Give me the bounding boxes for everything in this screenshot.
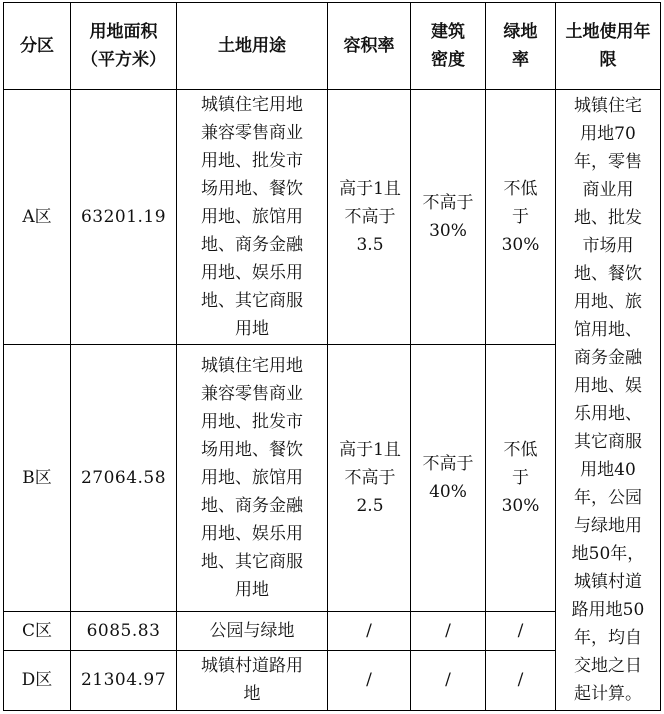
use-cell: 城镇村道路用地 — [177, 650, 328, 710]
zone-cell: B区 — [4, 345, 71, 611]
far-cell: / — [328, 611, 411, 650]
area-cell: 6085.83 — [71, 611, 177, 650]
header-term: 土地使用年限 — [556, 3, 661, 90]
far-cell: / — [328, 650, 411, 710]
green-cell: / — [486, 650, 556, 710]
far-cell: 高于1且不高于3.5 — [328, 90, 411, 345]
land-use-table — [3, 2, 661, 711]
table-row — [4, 90, 661, 345]
far-cell: 高于1且不高于2.5 — [328, 345, 411, 611]
header-green: 绿地率 — [486, 3, 556, 90]
green-cell: 不低于30% — [486, 90, 556, 345]
zone-cell: D区 — [4, 650, 71, 710]
zone-cell: A区 — [4, 90, 71, 345]
area-cell: 27064.58 — [71, 345, 177, 611]
density-cell: / — [411, 650, 486, 710]
header-area: 用地面积（平方米） — [71, 3, 177, 90]
header-far: 容积率 — [328, 3, 411, 90]
header-use: 土地用途 — [177, 3, 328, 90]
use-cell: 公园与绿地 — [177, 611, 328, 650]
green-cell: 不低于30% — [486, 345, 556, 611]
use-cell: 城镇住宅用地兼容零售商业用地、批发市场用地、餐饮用地、旅馆用地、商务金融用地、娱乐用地、其它商服用地 — [177, 90, 328, 345]
area-cell: 63201.19 — [71, 90, 177, 345]
term-cell: 城镇住宅用地70年，零售商业用地、批发市场用地、餐饮用地、旅馆用地、商务金融用地、娱乐用地、其它商服用地40年，公园与绿地用地50年，城镇村道路用地50年，均自交地之日起计算。 — [556, 90, 661, 711]
header-density: 建筑密度 — [411, 3, 486, 90]
density-cell: / — [411, 611, 486, 650]
header-zone: 分区 — [4, 3, 71, 90]
use-cell: 城镇住宅用地兼容零售商业用地、批发市场用地、餐饮用地、旅馆用地、商务金融用地、娱乐用地、其它商服用地 — [177, 345, 328, 611]
density-cell: 不高于40% — [411, 345, 486, 611]
green-cell: / — [486, 611, 556, 650]
zone-cell: C区 — [4, 611, 71, 650]
header-row — [4, 3, 661, 90]
area-cell: 21304.97 — [71, 650, 177, 710]
density-cell: 不高于30% — [411, 90, 486, 345]
